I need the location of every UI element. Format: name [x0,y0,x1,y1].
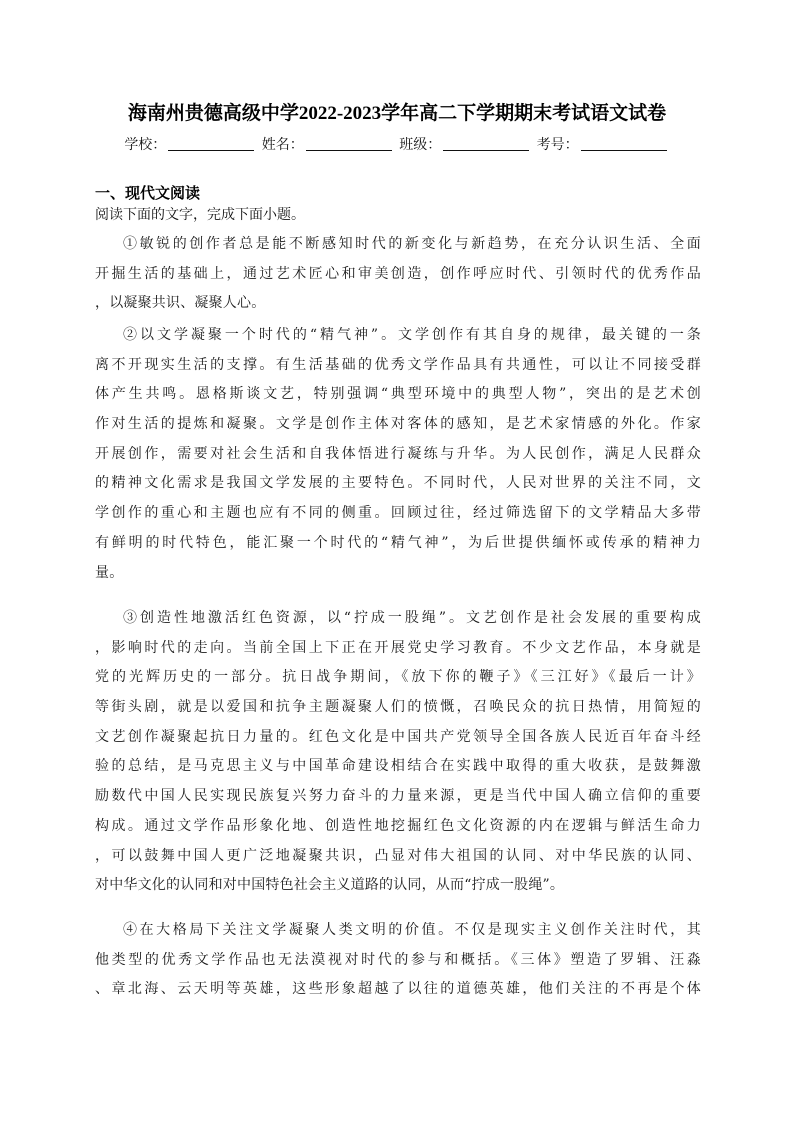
paragraph-3 [95,604,701,901]
text-line: ，可以鼓舞中国人更广泛地凝聚共识，凸显对伟大祖国的认同、对中华民族的认同、 [95,847,701,864]
text-line: 文艺创作凝聚起抗日力量的。红色文化是中国共产党领导全国各族人民近百年奋斗经 [95,728,701,745]
school-blank[interactable] [168,136,254,151]
text-line: 有鲜明的时代特色，能汇聚一个时代的“精气神”，为后世提供缅怀或传承的精神力 [95,534,701,551]
text-line: 体产生共鸣。恩格斯谈文艺，特别强调“典型环境中的典型人物”，突出的是艺术创 [95,386,701,403]
text-line: ，影响时代的走向。当前全国上下正在开展党史学习教育。不少文艺作品，本身就是 [95,639,701,656]
text-line: 党的光辉历史的一部分。抗日战争期间，《放下你的鞭子》《三江好》《最后一计》 [95,669,701,686]
text-line: 离不开现实生活的支撑。有生活基础的优秀文学作品具有共通性，可以让不同接受群 [95,356,701,373]
text-line: 、章北海、云天明等英雄，这些形象超越了以往的道德英雄，他们关注的不再是个体 [95,981,701,998]
text-line: ④在大格局下关注文学凝聚人类文明的价值。不仅是现实主义创作关注时代，其 [123,922,701,938]
class-blank[interactable] [443,136,529,151]
text-line: ③创造性地激活红色资源，以“拧成一股绳”。文艺创作是社会发展的重要构成 [123,610,701,626]
paragraph-4 [95,916,701,1005]
text-line: 量。 [95,564,124,581]
text-line: 开展创作，需要对社会生活和自我体悟进行凝练与升华。为人民创作，满足人民群众 [95,445,701,462]
text-line: ，以凝聚共识、凝聚人心。 [95,295,266,312]
paragraph-2 [95,321,701,588]
text-line: 等街头剧，就是以爱国和抗争主题凝聚人们的愤慨，召唤民众的抗日热情，用简短的 [95,699,701,716]
text-line: 开掘生活的基础上，通过艺术匠心和审美创造，创作呼应时代、引领时代的优秀作品 [95,265,701,282]
reading-instruction: 阅读下面的文字，完成下面小题。 [95,207,305,223]
school-label: 学校： [124,137,167,153]
name-blank[interactable] [306,136,392,151]
exam-number-blank[interactable] [581,136,667,151]
text-line: 构成。通过文学作品形象化地、创造性地挖掘红色文化资源的内在逻辑与鲜活生命力 [95,817,701,834]
text-line: 他类型的优秀文学作品也无法漠视对时代的参与和概括。《三体》塑造了罗辑、汪淼 [95,951,701,968]
section-heading: 一、现代文阅读 [95,184,201,202]
text-line: ②以文学凝聚一个时代的“精气神”。文学创作有其自身的规律，最关键的一条 [123,327,701,343]
student-info-line [0,134,794,156]
text-line: 学创作的重心和主题也应有不同的侧重。回顾过往，经过筛选留下的文学精品大多带 [95,505,701,522]
exam-number-label: 考号： [536,137,579,153]
text-line: 励数代中国人民实现民族复兴努力奋斗的力量来源，更是当代中国人确立信仰的重要 [95,788,701,805]
class-label: 班级： [399,137,442,153]
paragraph-1 [95,230,701,319]
name-label: 姓名： [261,137,304,153]
text-line: 对中华文化的认同和对中国特色社会主义道路的认同，从而“拧成一股绳”。 [95,877,565,894]
text-line: 的精神文化需求是我国文学发展的主要特色。不同时代，人民对世界的关注不同，文 [95,475,701,492]
text-line: 验的总结，是马克思主义与中国革命建设相结合在实践中取得的重大收获，是鼓舞激 [95,758,701,775]
text-line: ①敏锐的创作者总是能不断感知时代的新变化与新趋势，在充分认识生活、全面 [123,236,701,252]
exam-title: 海南州贵德高级中学2022-2023学年高二下学期期末考试语文试卷 [127,103,667,124]
text-line: 作对生活的提炼和凝聚。文学是创作主体对客体的感知，是艺术家情感的外化。作家 [95,416,701,433]
